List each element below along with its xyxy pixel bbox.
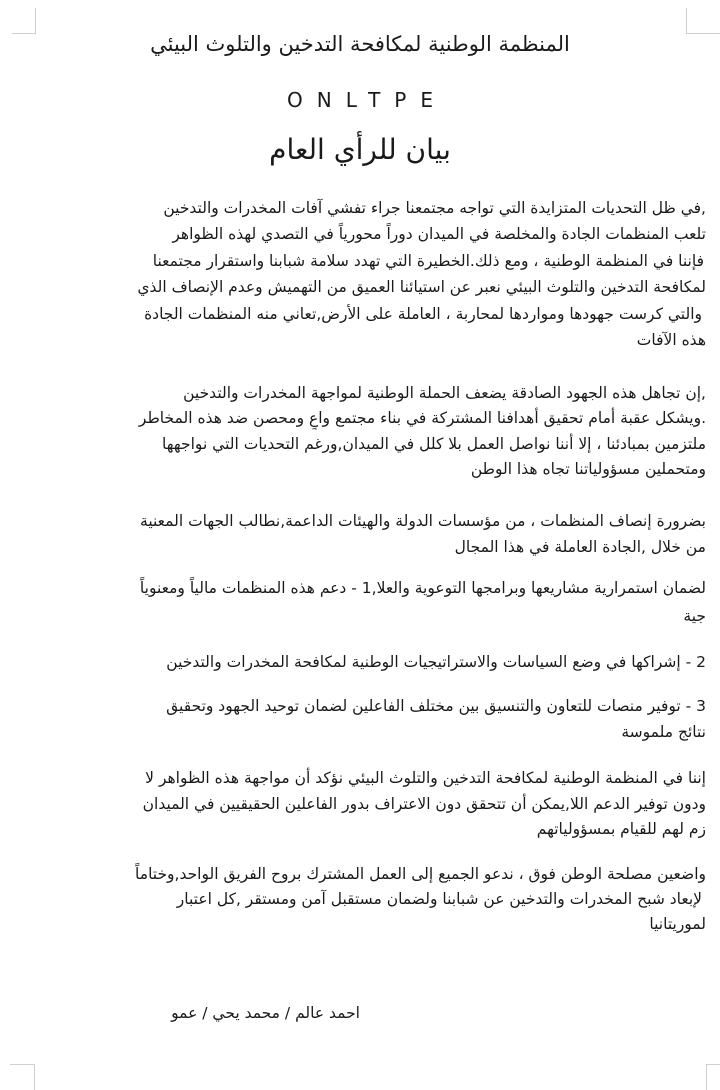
paragraph-line: 3 - توفير منصات للتعاون والتنسيق بين مختلف الفاعلين لضمان توحيد الجهود وتحقيق bbox=[166, 697, 706, 715]
crop-mark-top-right bbox=[686, 8, 720, 34]
paragraph-line: ,في ظل التحديات المتزايدة التي تواجه مجتمعنا جراء تفشي آفات المخدرات والتدخين bbox=[163, 199, 706, 217]
paragraph-line: ملتزمين بمبادئنا ، إلا أننا نواصل العمل بلا كلل في الميدان,ورغم التحديات التي نواجهها bbox=[162, 435, 706, 453]
crop-mark-top-left bbox=[12, 8, 36, 34]
paragraph-line: من خلال ,الجادة العاملة في هذا المجال bbox=[454, 538, 706, 556]
paragraph-line: واضعين مصلحة الوطن فوق ، ندعو الجميع إلى العمل المشترك بروح الفريق الواحد,وختاماً bbox=[135, 865, 706, 883]
paragraph-line: .ويشكل عقبة أمام تحقيق أهدافنا المشتركة في بناء مجتمع واعٍ ومحصن ضد هذه المخاطر bbox=[138, 409, 706, 427]
paragraph-line: تلعب المنظمات الجادة والمخلصة في الميدان دوراً محورياً في التصدي لهذه الظواهر bbox=[172, 225, 706, 243]
paragraph-line: لضمان استمرارية مشاريعها وبرامجها التوعوية والعلا,1 - دعم هذه المنظمات مالياً ومعنوياً bbox=[139, 579, 706, 597]
crop-mark-bottom-right bbox=[706, 1064, 720, 1090]
organization-name: المنظمة الوطنية لمكافحة التدخين والتلوث البيئي bbox=[150, 32, 570, 56]
paragraph-line: جية bbox=[683, 607, 706, 625]
paragraph-line: لموريتانيا bbox=[649, 915, 706, 933]
paragraph-line: ومتحملين مسؤولياتنا تجاه هذا الوطن bbox=[470, 460, 706, 478]
paragraph-line: لمكافحة التدخين والتلوث البيئي نعبر عن استيائنا العميق من التهميش وعدم الإنصاف الذي bbox=[137, 278, 706, 296]
paragraph-line: ودون توفير الدعم اللا,يمكن أن تتحقق دون الاعتراف بدور الفاعلين الحقيقيين في الميدان bbox=[142, 795, 706, 813]
crop-mark-bottom-left bbox=[10, 1064, 35, 1090]
signatories: احمد عالم / محمد يحي / عمو bbox=[171, 1004, 360, 1022]
paragraph-line: هذه الآفات bbox=[636, 331, 706, 349]
paragraph-line: بضرورة إنصاف المنظمات ، من مؤسسات الدولة والهيئات الداعمة,نطالب الجهات المعنية bbox=[140, 512, 706, 530]
organization-acronym: ONLTPE bbox=[286, 88, 447, 112]
paragraph-line: والتي كرست جهودها ومواردها لمحاربة ، العاملة على الأرض,تعاني منه المنظمات الجادة bbox=[144, 305, 702, 323]
paragraph-line: 2 - إشراكها في وضع السياسات والاستراتيجيات الوطنية لمكافحة المخدرات والتدخين bbox=[166, 653, 706, 671]
document-title: بيان للرأي العام bbox=[269, 133, 451, 166]
paragraph-line: نتائج ملموسة bbox=[621, 723, 706, 741]
paragraph-line: لإبعاد شبح المخدرات والتدخين عن شبابنا ولضمان مستقبل آمن ومستقر ,كل اعتبار bbox=[176, 890, 702, 908]
paragraph-line: ,إن تجاهل هذه الجهود الصادقة يضعف الحملة الوطنية لمواجهة المخدرات والتدخين bbox=[183, 384, 706, 402]
paragraph-line: فإننا في المنظمة الوطنية ، ومع ذلك.الخطيرة التي تهدد سلامة شبابنا واستقرار مجتمعنا bbox=[152, 252, 704, 270]
paragraph-line: إننا في المنظمة الوطنية لمكافحة التدخين والتلوث البيئي نؤكد أن مواجهة هذه الظواهر لا bbox=[145, 769, 706, 787]
paragraph-line: زم لهم للقيام بمسؤولياتهم bbox=[536, 820, 706, 838]
